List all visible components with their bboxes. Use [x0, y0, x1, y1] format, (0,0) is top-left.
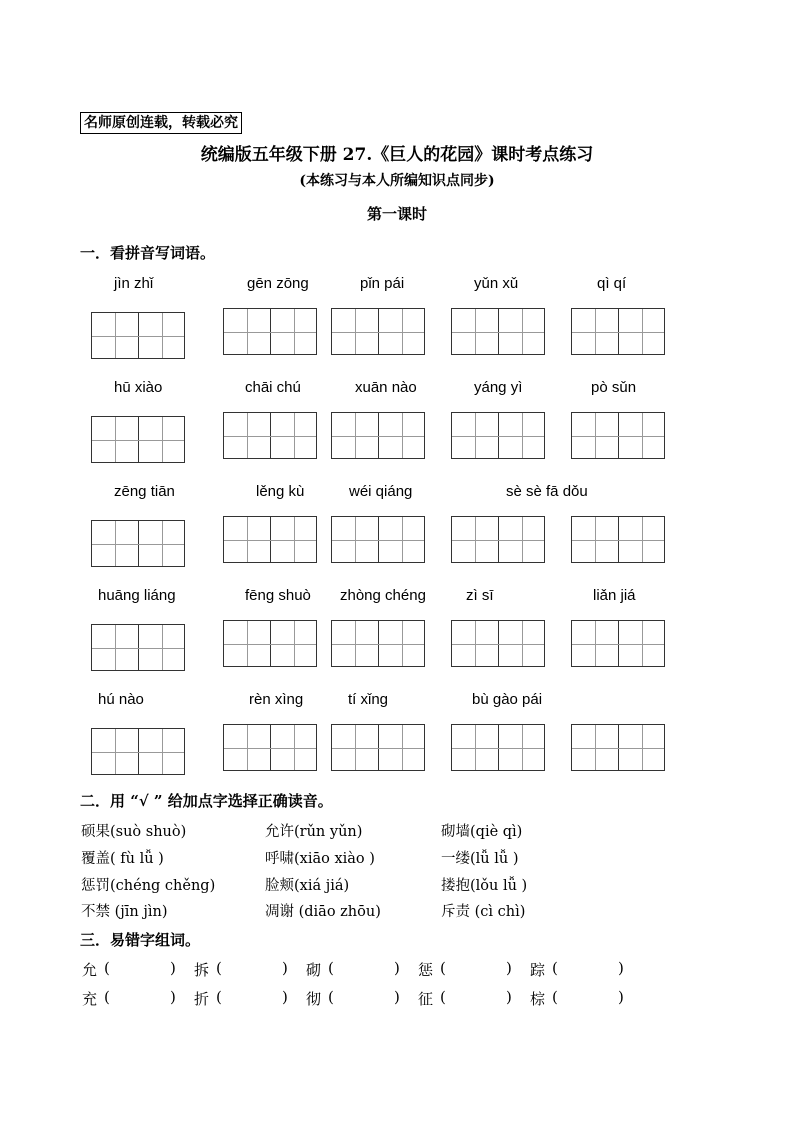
paren-close: )	[282, 959, 288, 977]
pinyin-label: tí xǐng	[348, 691, 389, 708]
section2-heading: 二．用 “√ ” 给加点字选择正确读音。	[80, 792, 333, 810]
paren-open: (	[440, 959, 446, 977]
writing-grid[interactable]	[331, 516, 425, 563]
pinyin-label: chāi chú	[245, 379, 301, 396]
confusable-char: 折	[194, 990, 210, 1008]
paren-open: (	[552, 988, 558, 1006]
paren-open: (	[328, 959, 334, 977]
paren-open: (	[328, 988, 334, 1006]
pinyin-label: pǐn pái	[360, 275, 405, 292]
writing-grid[interactable]	[91, 624, 185, 671]
reading-choice-item[interactable]: 搂抱(lǒu lǚ )	[441, 878, 528, 894]
writing-grid[interactable]	[91, 728, 185, 775]
copyright-notice: 名师原创连载，转载必究	[80, 112, 242, 134]
pinyin-label: wéi qiáng	[349, 483, 413, 500]
confusable-char: 充	[82, 990, 98, 1008]
writing-grid[interactable]	[571, 308, 665, 355]
writing-grid[interactable]	[331, 620, 425, 667]
pinyin-label: lěng kù	[256, 483, 305, 500]
paren-close: )	[506, 988, 512, 1006]
pinyin-label: zēng tiān	[114, 483, 175, 500]
paren-open: (	[104, 988, 110, 1006]
pinyin-label: yáng yì	[474, 379, 523, 396]
pinyin-label: fēng shuò	[245, 587, 311, 604]
writing-grid[interactable]	[451, 412, 545, 459]
writing-grid[interactable]	[331, 308, 425, 355]
paren-close: )	[394, 959, 400, 977]
reading-choice-item[interactable]: 允许(rǔn yǔn)	[265, 824, 363, 840]
reading-choice-item[interactable]: 惩罚(chéng chěng)	[81, 878, 216, 894]
writing-grid[interactable]	[91, 416, 185, 463]
pinyin-label: qì qí	[597, 275, 627, 292]
paren-close: )	[394, 988, 400, 1006]
pinyin-label: zhòng chéng	[340, 587, 426, 604]
writing-grid[interactable]	[571, 724, 665, 771]
paren-open: (	[552, 959, 558, 977]
writing-grid[interactable]	[451, 516, 545, 563]
pinyin-label: zì sī	[466, 587, 494, 604]
pinyin-label: huāng liáng	[98, 587, 176, 604]
writing-grid[interactable]	[223, 412, 317, 459]
section1-heading: 一．看拼音写词语。	[80, 244, 216, 262]
lesson-label: 第一课时	[366, 205, 427, 223]
paren-open: (	[104, 959, 110, 977]
section3-heading: 三．易错字组词。	[80, 931, 201, 949]
paren-open: (	[216, 959, 222, 977]
writing-grid[interactable]	[451, 724, 545, 771]
confusable-char: 征	[418, 990, 434, 1008]
writing-grid[interactable]	[451, 620, 545, 667]
writing-grid[interactable]	[571, 516, 665, 563]
pinyin-label: jìn zhǐ	[114, 275, 154, 292]
paren-close: )	[506, 959, 512, 977]
pinyin-label: pò sǔn	[591, 379, 637, 396]
writing-grid[interactable]	[91, 312, 185, 359]
reading-choice-item[interactable]: 脸颊(xiá jiá)	[265, 878, 350, 894]
pinyin-label: liǎn jiá	[593, 587, 636, 604]
reading-choice-item[interactable]: 凋谢 (diāo zhōu)	[265, 904, 381, 920]
pinyin-label: xuān nào	[355, 379, 417, 396]
paren-close: )	[282, 988, 288, 1006]
writing-grid[interactable]	[331, 724, 425, 771]
confusable-char: 踪	[530, 961, 546, 979]
pinyin-label: bù gào pái	[472, 691, 543, 708]
paren-close: )	[618, 959, 624, 977]
pinyin-label: rèn xìng	[249, 691, 304, 708]
writing-grid[interactable]	[571, 412, 665, 459]
confusable-char: 彻	[306, 990, 322, 1008]
paren-close: )	[618, 988, 624, 1006]
pinyin-label: hú nào	[98, 691, 144, 708]
writing-grid[interactable]	[451, 308, 545, 355]
page-subtitle: (本练习与本人所编知识点同步)	[299, 173, 495, 189]
page-title: 统编版五年级下册 27.《巨人的花园》课时考点练习	[200, 145, 594, 165]
writing-grid[interactable]	[223, 724, 317, 771]
confusable-char: 惩	[418, 961, 434, 979]
confusable-char: 砌	[306, 961, 322, 979]
reading-choice-item[interactable]: 一缕(lǚ lǚ )	[441, 851, 519, 867]
reading-choice-item[interactable]: 硕果(suò shuò)	[81, 824, 187, 840]
writing-grid[interactable]	[91, 520, 185, 567]
pinyin-label: yǔn xǔ	[474, 275, 519, 292]
writing-grid[interactable]	[223, 308, 317, 355]
writing-grid[interactable]	[331, 412, 425, 459]
pinyin-label: sè sè fā dǒu	[506, 483, 588, 500]
confusable-char: 棕	[530, 990, 546, 1008]
confusable-char: 拆	[194, 961, 210, 979]
pinyin-label: hū xiào	[114, 379, 163, 396]
reading-choice-item[interactable]: 覆盖( fù lǚ )	[81, 851, 164, 867]
writing-grid[interactable]	[223, 516, 317, 563]
paren-close: )	[170, 959, 176, 977]
paren-open: (	[440, 988, 446, 1006]
writing-grid[interactable]	[223, 620, 317, 667]
paren-open: (	[216, 988, 222, 1006]
writing-grid[interactable]	[571, 620, 665, 667]
reading-choice-item[interactable]: 不禁 (jīn jìn)	[81, 904, 168, 920]
pinyin-label: gēn zōng	[247, 275, 309, 292]
reading-choice-item[interactable]: 砌墙(qiè qì)	[441, 824, 523, 840]
paren-close: )	[170, 988, 176, 1006]
confusable-char: 允	[82, 961, 98, 979]
reading-choice-item[interactable]: 呼啸(xiāo xiào )	[265, 851, 375, 867]
reading-choice-item[interactable]: 斥责 (cì chì)	[441, 904, 526, 920]
